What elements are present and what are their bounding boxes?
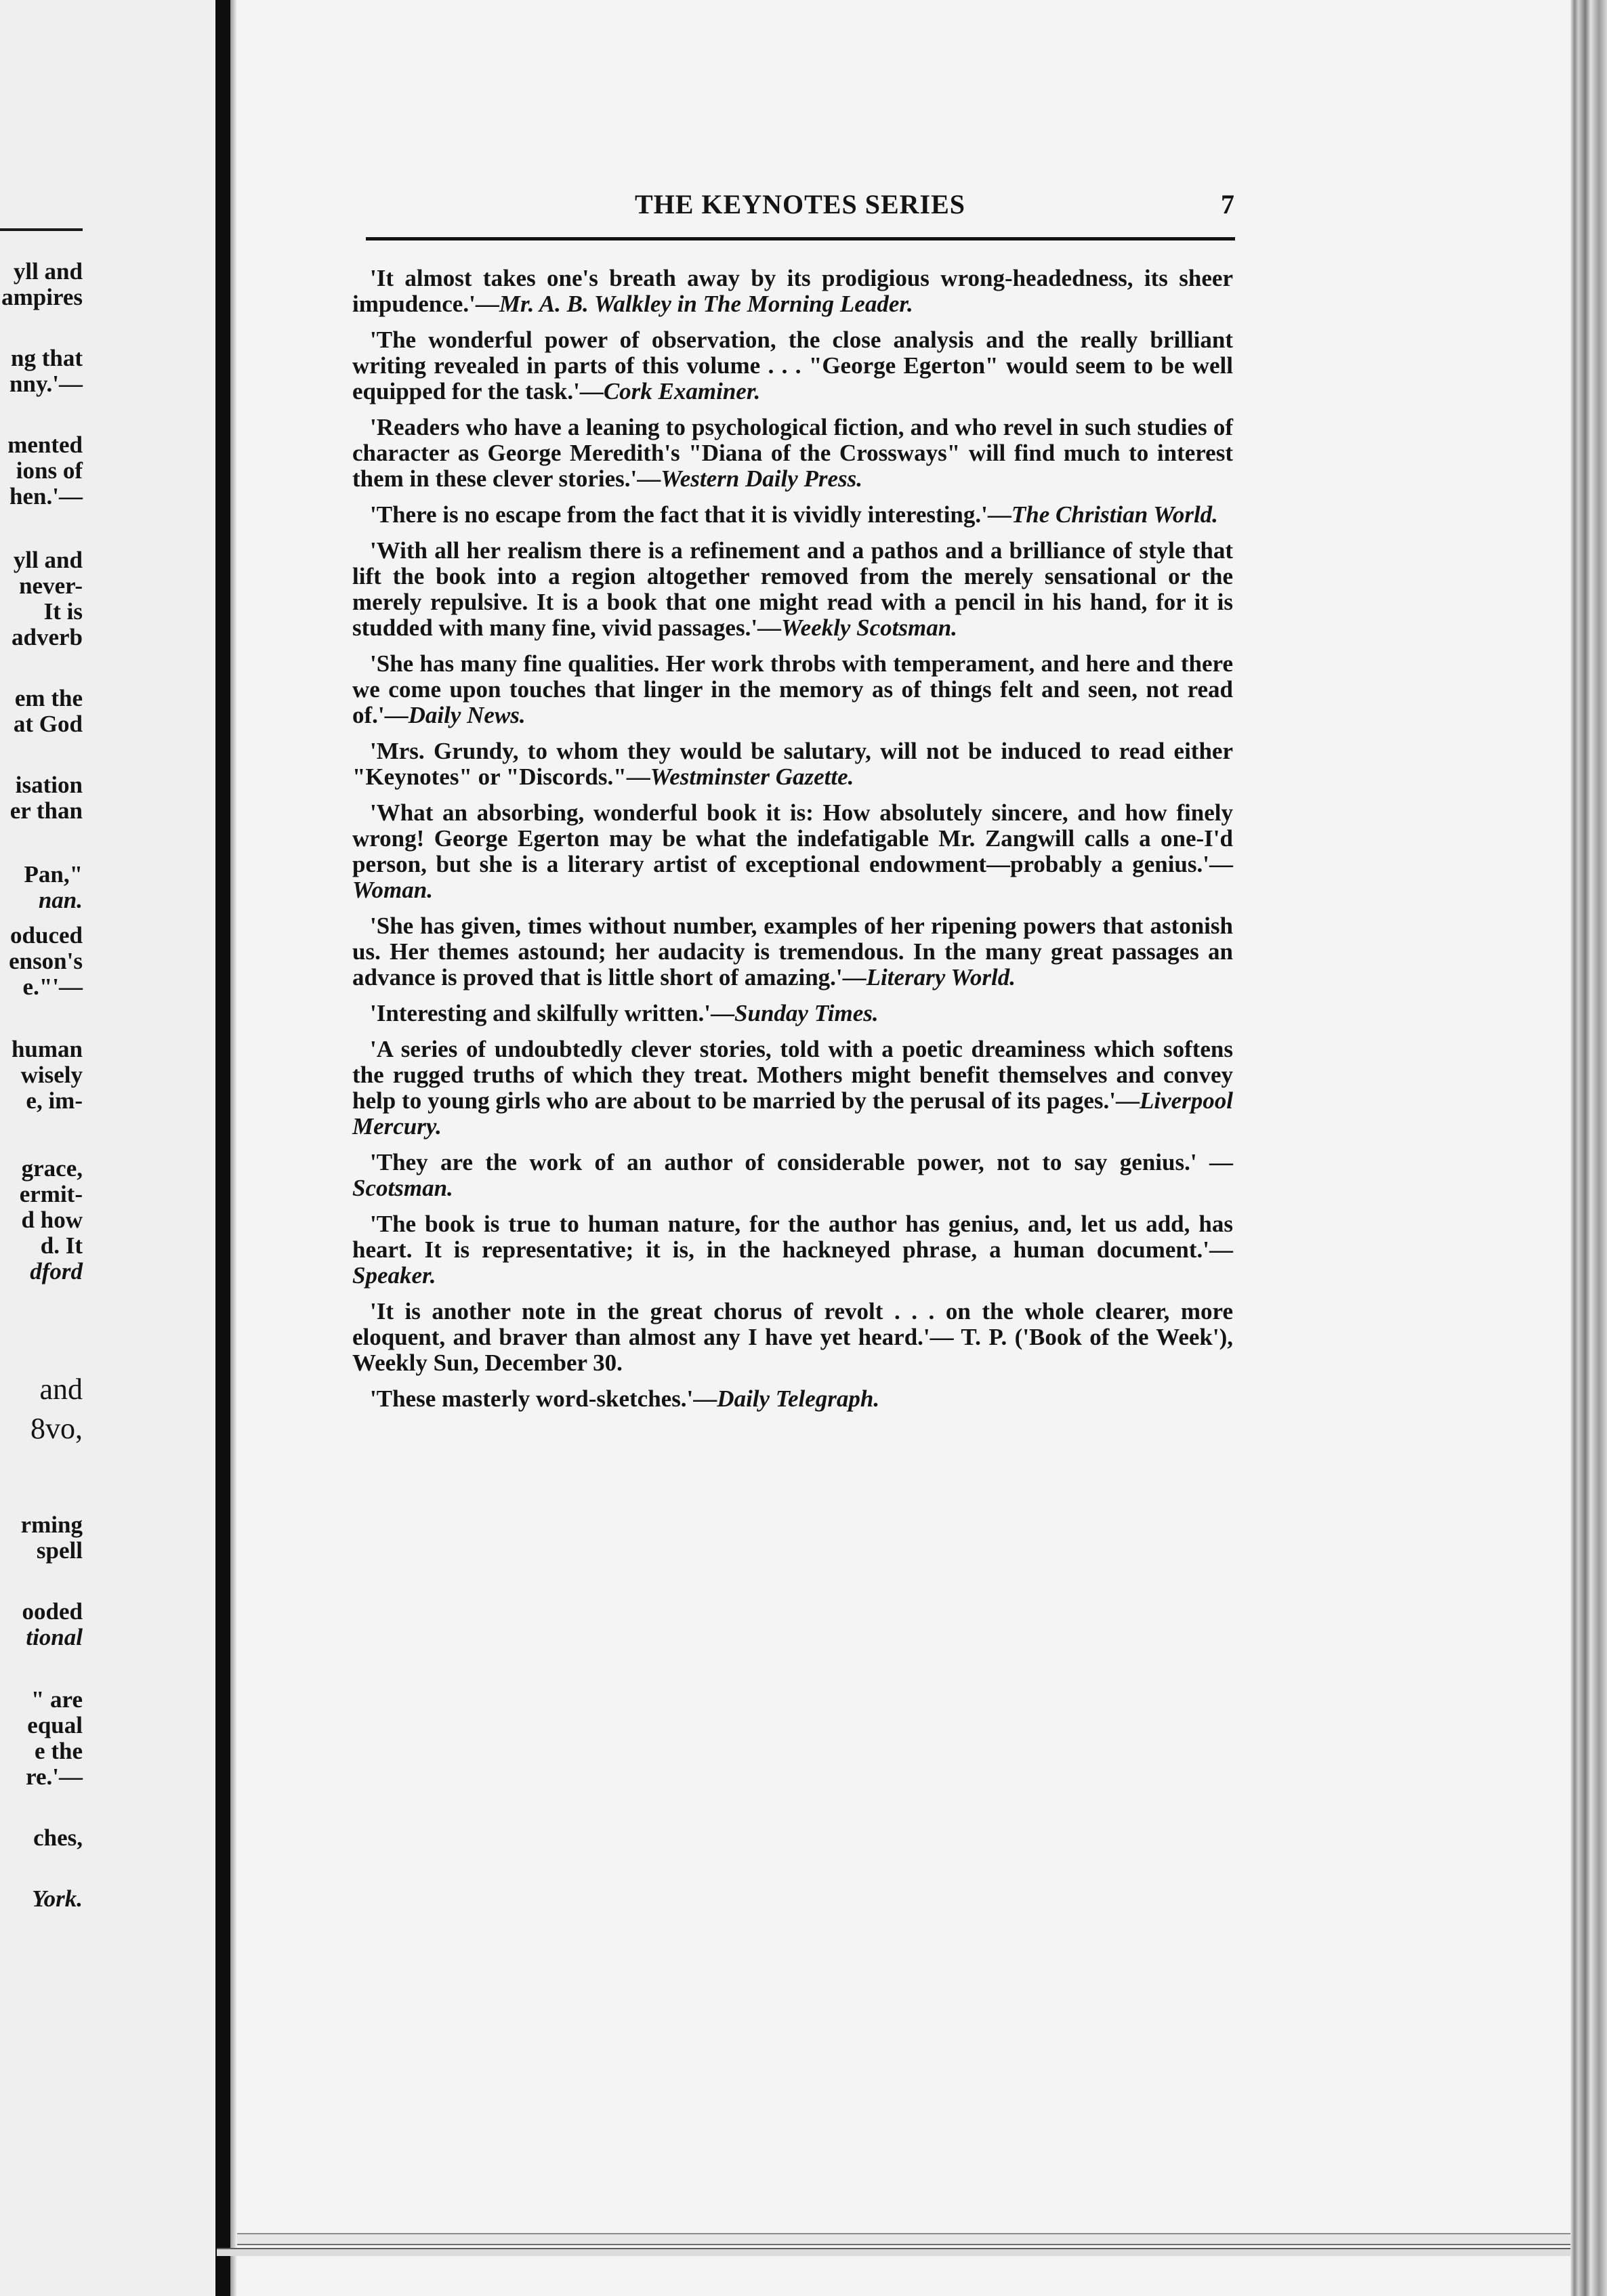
facing-page-line: 8vo, [30,1412,83,1445]
facing-page-line: never- [19,572,83,599]
facing-page-line: It is [43,598,83,625]
facing-page-line: hen.'— [9,483,83,509]
facing-page-line: yll and [13,258,83,285]
review-quote: 'It almost takes one's breath away by its prodigious wrong-headedness, its sheer impudence.'—Mr. A. B. Walkley in The Morning Leader. [352,265,1233,317]
facing-page-line: nny.'— [9,371,83,397]
facing-page-line: nan. [38,887,83,913]
facing-page-line: re.'— [26,1763,83,1790]
facing-page-line: d how [21,1207,83,1233]
review-quote: 'Mrs. Grundy, to whom they would be salutary, will not be induced to read either "Keynotes" or "Discords."—Westminster Gazette. [352,738,1233,790]
review-source: Scotsman. [352,1175,453,1201]
facing-page-line: er than [9,797,83,824]
facing-page-line: d. It [40,1232,83,1259]
review-quote: 'With all her realism there is a refinement and a pathos and a brilliance of style that lift the book into a region altogether removed from the merely sensational or the merely repulsive. It is a book that one might read with a pencil in his hand, for it is studded with many fine, vivid passages.'—Weekly Scotsman. [352,537,1233,641]
facing-page-line: ng that [11,345,83,371]
facing-page-line: oduced [10,922,83,948]
facing-page-line: e, im- [26,1087,83,1114]
facing-page-line: at God [13,711,83,737]
page-bottom-edge [237,2233,1579,2245]
review-quote: 'They are the work of an author of considerable power, not to say genius.' —Scotsman. [352,1149,1233,1201]
gutter-shadow [230,0,237,2296]
facing-page-line: York. [32,1885,83,1912]
facing-page-line: ermit- [19,1181,83,1207]
reviews-body [352,266,1233,1422]
facing-page-line: yll and [13,547,83,573]
facing-page-line: Pan," [24,861,83,888]
facing-page-line: ions of [16,457,83,484]
facing-page-line: e the [35,1738,83,1764]
page-fore-edge [1570,0,1607,2296]
facing-page-line: mented [7,432,83,458]
facing-page-line: ampires [1,284,83,310]
facing-page-line: em the [14,685,83,711]
facing-page-line: dford [30,1258,83,1285]
facing-page-rule [0,228,83,231]
header-rule [366,237,1235,241]
facing-page-line: " are [30,1686,83,1713]
review-quote: 'The book is true to human nature, for the author has genius, and, let us add, has heart. It is representative; it is, in the hackneyed phrase, a human document.'—Speaker. [352,1211,1233,1289]
facing-page [0,0,215,2296]
review-quote: 'The wonderful power of observation, the close analysis and the really brilliant writing revealed in parts of this volume . . . "George Egerton" would seem to be well equipped for the task.'—Cork Examiner. [352,327,1233,404]
review-quote: 'What an absorbing, wonderful book it is: How absolutely sincere, and how finely wrong! George Egerton may be what the indefatigable Mr. Zangwill calls a one-I'd person, but she is a literary artist of exceptional endowment—probably a genius.'—Woman. [352,799,1233,903]
facing-page-line: and [39,1373,83,1406]
facing-page-line: e."'— [22,974,83,1000]
review-quote: 'A series of undoubtedly clever stories, told with a poetic dreaminess which softens the rugged truths of which they treat. Mothers might benefit themselves and convey help to young girls who are about to be married by the perusal of its pages.'—Liverpool Mercury. [352,1036,1233,1140]
facing-page-line: human [11,1036,83,1062]
facing-page-line: wisely [20,1062,83,1088]
facing-page-line: isation [15,772,83,798]
review-source: Westminster Gazette. [650,764,854,790]
series-title: THE KEYNOTES SERIES [634,189,966,220]
book-gutter [215,0,230,2296]
review-source: Daily Telegraph. [717,1385,880,1412]
review-source: Daily News. [408,702,526,728]
review-quote: 'Interesting and skilfully written.'—Sunday Times. [370,1000,879,1026]
facing-page-line: tional [26,1624,83,1650]
review-quote: 'Readers who have a leaning to psychological fiction, and who revel in such studies of character as George Meredith's "Diana of the Crossways" will find much to interest them in these clever stories.'—Western Daily Press. [352,414,1233,492]
review-source: Speaker. [352,1262,436,1289]
facing-page-line: adverb [12,624,83,650]
facing-page-line: enson's [9,948,83,974]
review-quote: 'She has given, times without number, examples of her ripening powers that astonish us. Her themes astound; her audacity is tremendous. In the many great passages an advance is proved that is little short of amazing.'—Literary World. [352,913,1233,990]
facing-page-line: equal [27,1712,83,1738]
review-source: Cork Examiner. [603,378,761,404]
review-quote: 'She has many fine qualities. Her work throbs with temperament, and here and there we come upon touches that linger in the memory as of things felt and seen, not read of.'—Daily News. [352,650,1233,728]
facing-page-line: ooded [22,1598,83,1625]
review-source: The Christian World. [1011,501,1218,528]
facing-page-line: spell [36,1537,83,1564]
review-source: Sunday Times. [734,1000,879,1026]
review-source: Western Daily Press. [661,465,863,492]
review-source: Mr. A. B. Walkley in The Morning Leader. [499,291,913,317]
facing-page-line: rming [20,1511,83,1538]
review-source: Woman. [352,877,433,903]
facing-page-line: grace, [21,1155,83,1182]
facing-page-line: ches, [33,1824,83,1851]
review-source: Literary World. [866,964,1016,990]
running-header [366,188,1234,222]
review-source: Weekly Scotsman. [781,614,957,641]
review-source: Liverpool Mercury. [352,1087,1233,1140]
review-quote: 'These masterly word-sketches.'—Daily Telegraph. [370,1385,880,1412]
page-number: 7 [1221,189,1234,220]
review-quote: 'There is no escape from the fact that it is vividly interesting.'—The Christian World. [370,501,1218,528]
review-quote: 'It is another note in the great chorus of revolt . . . on the whole clearer, more eloquent, and braver than almost any I have yet heard.'— T. P. ('Book of the Week'), Weekly Sun, December 30. [352,1298,1233,1376]
book-bottom-edge [217,2248,1585,2256]
